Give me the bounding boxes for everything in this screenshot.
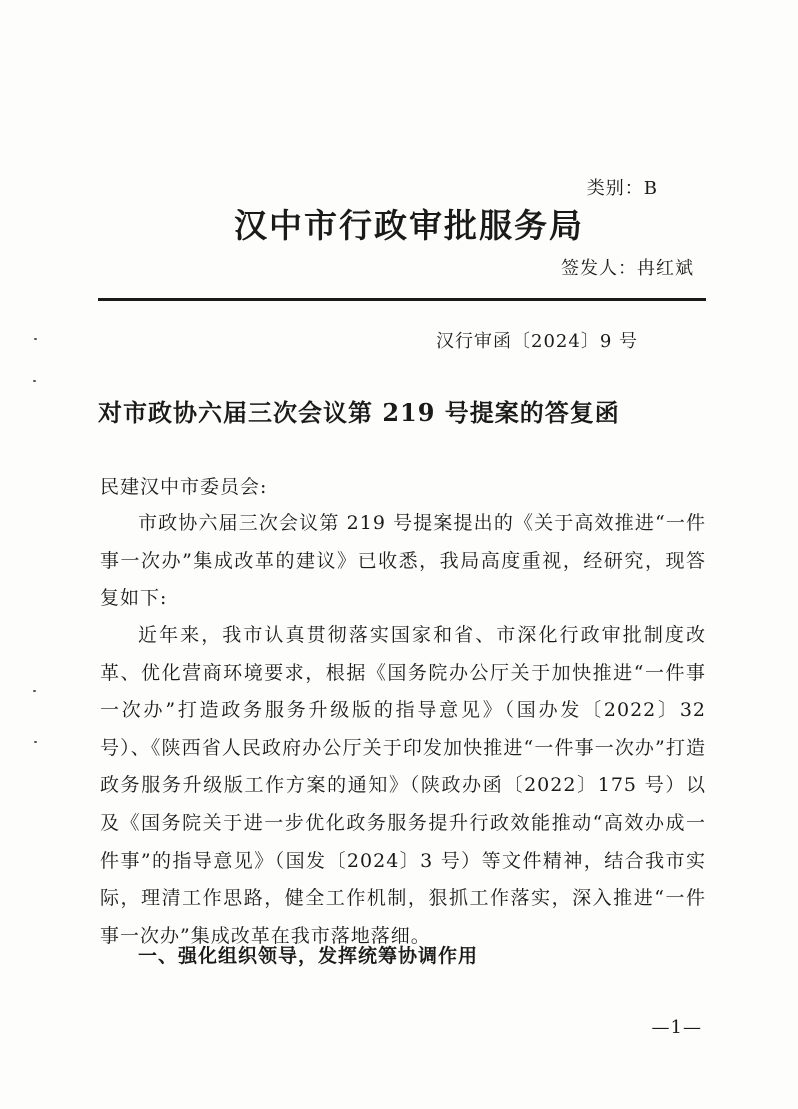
document-subject-title: 对市政协六届三次会议第 219 号提案的答复函 (98, 398, 620, 427)
signer-label: 签发人：冉红斌 (561, 258, 694, 279)
scan-speck (33, 690, 36, 692)
category-label: 类别：B (586, 178, 658, 199)
scan-speck (34, 741, 37, 743)
header-divider-line (98, 298, 706, 301)
section-heading-1: 一、强化组织领导，发挥统筹协调作用 (138, 945, 479, 967)
salutation: 民建汉中市委员会: (100, 476, 268, 498)
issuing-organization-title: 汉中市行政审批服务局 (234, 206, 584, 245)
scan-speck (33, 380, 36, 382)
body-paragraph-1: 市政协六届三次会议第 219 号提案提出的《关于高效推进“一件事一次办”集成改革的建议》已收悉，我局高度重视，经研究，现答复如下: (100, 512, 706, 610)
page-number: —1— (651, 1017, 702, 1038)
body-paragraph-2: 近年来，我市认真贯彻落实国家和省、市深化行政审批制度改革、优化营商环境要求，根据《国务院办公厅关于加快推进“一件事一次办”打造政务服务升级版的指导意见》（国办发〔2022〕32 号）、《陕西省人民政府办公厅关于印发加快推进“一件事一次办”打造政务服务升级版工作方案的通知》（陕政办函〔2022〕175 号）以及《国务院关于进一步优化政务服务提升行政效能推动“高效办成一件事”的指导意见》（国发〔2024〕3 号）等文件精神，结合我市实际，理清工作思路，健全工作机制，狠抓工作落实，深入推进“一件事一次办”集成改革在我市落地落细。 (100, 624, 706, 947)
document-number: 汉行审函〔2024〕9 号 (436, 331, 638, 352)
scan-speck (34, 338, 37, 340)
